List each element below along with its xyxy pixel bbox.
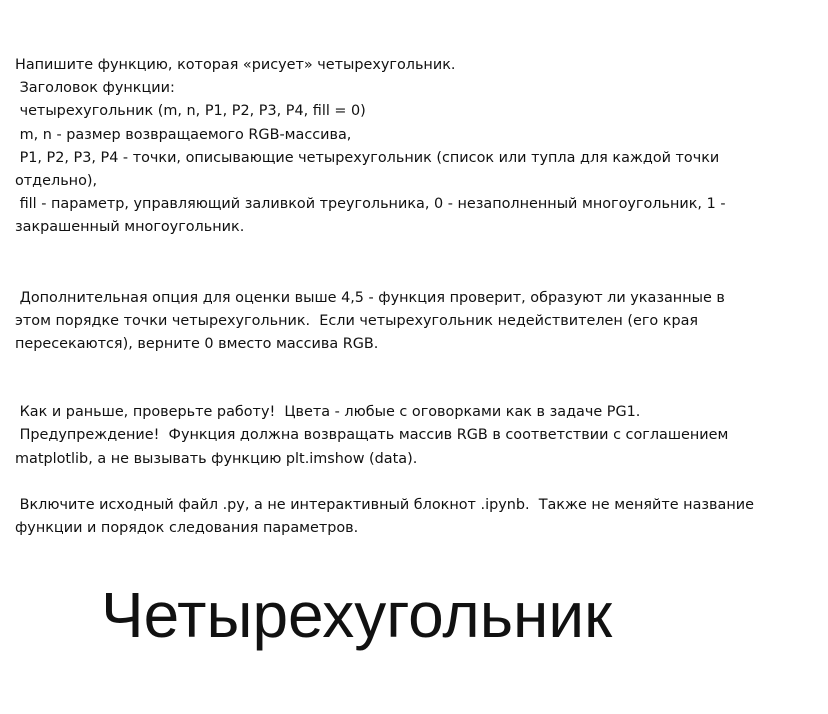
assignment-text [15,54,815,540]
page-title: Четырехугольник [101,579,613,651]
text-line: закрашенный многоугольник. [15,219,245,236]
text-line: fill - параметр, управляющий заливкой треугольника, 0 - незаполненный многоугольник, 1 - [15,196,726,213]
spacer [15,356,815,401]
text-line: пересекаются), верните 0 вместо массива RGB. [15,336,379,353]
text-line: Заголовок функции: [15,80,175,97]
text-line: matplotlib, а не вызывать функцию plt.imshow (data). [15,450,418,467]
text-line: Дополнительная опция для оценки выше 4,5 - функция проверит, образуют ли указанные в [15,289,725,306]
text-line: Включите исходный файл .py, а не интерактивный блокнот .ipynb. Также не меняйте название [15,496,754,513]
text-line: Как и раньше, проверьте работу! Цвета - любые с оговорками как в задаче PG1. [15,404,641,421]
text-line: Предупреждение! Функция должна возвращать массив RGB в соответствии с соглашением [15,427,729,444]
spacer [15,240,815,287]
text-line: этом порядке точки четырехугольник. Если четырехугольник недействителен (его края [15,312,699,329]
text-line: Напишите функцию, которая «рисует» четырехугольник. [15,57,456,73]
text-line: m, n - размер возвращаемого RGB-массива, [15,126,352,143]
submission-notes [15,494,815,540]
text-line: P1, P2, P3, P4 - точки, описывающие четырехугольник (список или тупла для каждой точки [15,149,720,166]
bonus-option [15,287,815,357]
text-line: функции и порядок следования параметров. [15,520,359,537]
spacer [15,471,815,494]
task-description [15,54,815,240]
text-line: четырехугольник (m, n, P1, P2, P3, P4, fill = 0) [15,103,366,120]
checking-notes [15,401,815,471]
text-line: отдельно), [15,173,98,190]
